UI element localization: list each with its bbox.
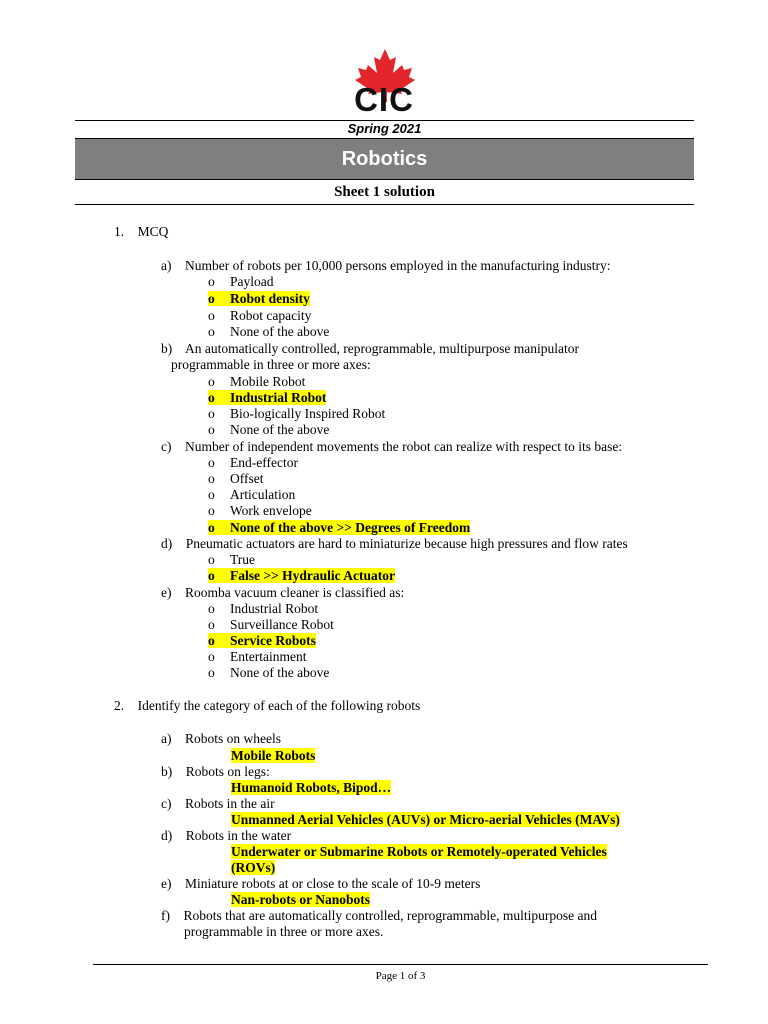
option-text: None of the above <box>230 665 330 680</box>
bullet-icon: o <box>208 324 215 339</box>
q2b-text: Robots on legs: <box>185 764 270 779</box>
q2b-label: b) <box>161 764 173 779</box>
q2b-stem <box>161 764 270 780</box>
q1e-option-correct <box>208 633 316 649</box>
q1b-text: An automatically controlled, reprogrammable, multipurpose manipulator <box>182 341 580 356</box>
semester-label: Spring 2021 <box>347 121 422 136</box>
highlighted-answer <box>208 633 316 648</box>
q1a-text: Number of robots per 10,000 persons employed in the manufacturing industry: <box>185 258 611 273</box>
option-text: Offset <box>230 471 264 486</box>
q2c-stem <box>161 796 275 812</box>
q1a-option-correct <box>208 291 310 307</box>
q1a-label: a) <box>161 258 172 273</box>
bullet-icon: o <box>208 552 215 567</box>
bullet-icon: o <box>208 617 215 632</box>
q2c-label: c) <box>161 796 172 811</box>
option-text: Robot density <box>230 291 310 306</box>
q1e-option <box>208 665 329 681</box>
q1c-label: c) <box>161 439 172 454</box>
q1e-option <box>208 601 318 617</box>
q1-number: 1. <box>114 224 125 239</box>
q2d-label: d) <box>161 828 173 843</box>
bullet-icon: o <box>208 406 215 421</box>
q2d-stem <box>161 828 291 844</box>
q1e-option <box>208 617 334 633</box>
q2-title: Identify the category of each of the following robots <box>137 698 421 713</box>
q2f-stem-cont: programmable in three or more axes. <box>184 924 384 939</box>
q2-heading <box>114 698 420 714</box>
highlighted-answer: Underwater or Submarine Robots or Remotely-operated Vehicles <box>231 844 607 859</box>
q2a-answer <box>231 748 315 764</box>
bullet-icon: o <box>208 665 215 680</box>
bullet-icon: o <box>208 274 215 289</box>
bullet-icon: o <box>208 633 215 648</box>
option-text: Mobile Robot <box>230 374 306 389</box>
q1a-stem <box>161 258 611 274</box>
option-text: True <box>230 552 256 567</box>
option-text: None of the above <box>230 324 330 339</box>
q1b-option-correct <box>208 390 326 406</box>
highlighted-answer <box>208 568 395 583</box>
highlighted-answer: Mobile Robots <box>231 748 316 763</box>
highlighted-answer: Nan-robots or Nanobots <box>231 892 371 907</box>
bullet-icon: o <box>208 601 215 616</box>
sheet-title: Sheet 1 solution <box>334 184 435 200</box>
highlighted-answer <box>208 390 326 405</box>
bullet-icon: o <box>208 308 215 323</box>
bullet-icon: o <box>208 487 215 502</box>
q1c-text: Number of independent movements the robot can realize with respect to its base: <box>185 439 623 454</box>
q1a-option <box>208 308 311 324</box>
q1b-stem-cont: programmable in three or more axes: <box>171 357 371 372</box>
option-text: Entertainment <box>230 649 307 664</box>
q2f-text: Robots that are automatically controlled, reprogrammable, multipurpose and <box>183 908 598 923</box>
q1c-option-correct <box>208 520 470 536</box>
option-text: Service Robots <box>230 633 316 648</box>
q2d-answer-cont <box>231 860 275 876</box>
bullet-icon: o <box>208 568 215 583</box>
highlighted-answer: Unmanned Aerial Vehicles (AUVs) or Micro-aerial Vehicles (MAVs) <box>231 812 620 827</box>
option-text: Articulation <box>230 487 296 502</box>
q1a-option <box>208 274 274 290</box>
bullet-icon: o <box>208 374 215 389</box>
q1c-option <box>208 471 264 487</box>
option-text: Payload <box>230 274 274 289</box>
q1c-option <box>208 503 312 519</box>
q2d-text: Robots in the water <box>185 828 292 843</box>
option-text: False >> Hydraulic Actuator <box>230 568 395 583</box>
q1e-text: Roomba vacuum cleaner is classified as: <box>185 585 405 600</box>
option-text: Bio-logically Inspired Robot <box>230 406 386 421</box>
q1b-label: b) <box>161 341 173 356</box>
page-number: Page 1 of 3 <box>375 970 426 982</box>
subtitle-rule <box>75 204 694 205</box>
bullet-icon: o <box>208 649 215 664</box>
option-text: Surveillance Robot <box>230 617 334 632</box>
option-text: Industrial Robot <box>230 601 319 616</box>
q2a-label: a) <box>161 731 172 746</box>
bullet-icon: o <box>208 390 215 405</box>
option-text: End-effector <box>230 455 298 470</box>
highlighted-answer <box>208 291 310 306</box>
q2c-text: Robots in the air <box>185 796 275 811</box>
q1a-option <box>208 324 329 340</box>
course-banner <box>75 138 694 180</box>
option-text: Industrial Robot <box>230 390 327 405</box>
highlighted-answer <box>208 520 470 535</box>
q2a-text: Robots on wheels <box>185 731 281 746</box>
q1b-option <box>208 422 329 438</box>
q1b-option <box>208 406 385 422</box>
q1c-option <box>208 455 298 471</box>
highlighted-answer: (ROVs) <box>231 860 276 875</box>
q1-title: MCQ <box>137 224 169 239</box>
bullet-icon: o <box>208 455 215 470</box>
q2c-answer <box>231 812 620 828</box>
q1d-option <box>208 552 255 568</box>
highlighted-answer: Humanoid Robots, Bipod… <box>231 780 392 795</box>
q1b-stem <box>161 341 579 357</box>
bullet-icon: o <box>208 503 215 518</box>
q2b-answer <box>231 780 391 796</box>
option-text: Robot capacity <box>230 308 312 323</box>
q2f-label: f) <box>161 908 170 923</box>
q1e-stem <box>161 585 404 601</box>
q2e-text: Miniature robots at or close to the scale of 10-9 meters <box>185 876 481 891</box>
bullet-icon: o <box>208 471 215 486</box>
footer-rule <box>93 964 708 965</box>
q2-number: 2. <box>114 698 125 713</box>
q1-heading <box>114 224 168 240</box>
bullet-icon: o <box>208 291 215 306</box>
option-text: None of the above >> Degrees of Freedom <box>230 520 471 535</box>
q1c-option <box>208 487 295 503</box>
q1b-option <box>208 374 305 390</box>
q2e-label: e) <box>161 876 172 891</box>
option-text: None of the above <box>230 422 330 437</box>
bullet-icon: o <box>208 422 215 437</box>
q1e-label: e) <box>161 585 172 600</box>
q2a-stem <box>161 731 281 747</box>
q1d-stem <box>161 536 628 552</box>
q1e-option <box>208 649 306 665</box>
q1d-option-correct <box>208 568 395 584</box>
q1c-stem <box>161 439 622 455</box>
q2e-answer <box>231 892 370 908</box>
q1d-label: d) <box>161 536 173 551</box>
course-title: Robotics <box>341 148 428 170</box>
q1d-text: Pneumatic actuators are hard to miniaturize because high pressures and flow rates <box>185 536 628 551</box>
q2f-stem <box>161 908 597 924</box>
option-text: Work envelope <box>230 503 312 518</box>
q2d-answer <box>231 844 607 860</box>
bullet-icon: o <box>208 520 215 535</box>
logo-text: CIC <box>354 81 414 118</box>
q2e-stem <box>161 876 480 892</box>
